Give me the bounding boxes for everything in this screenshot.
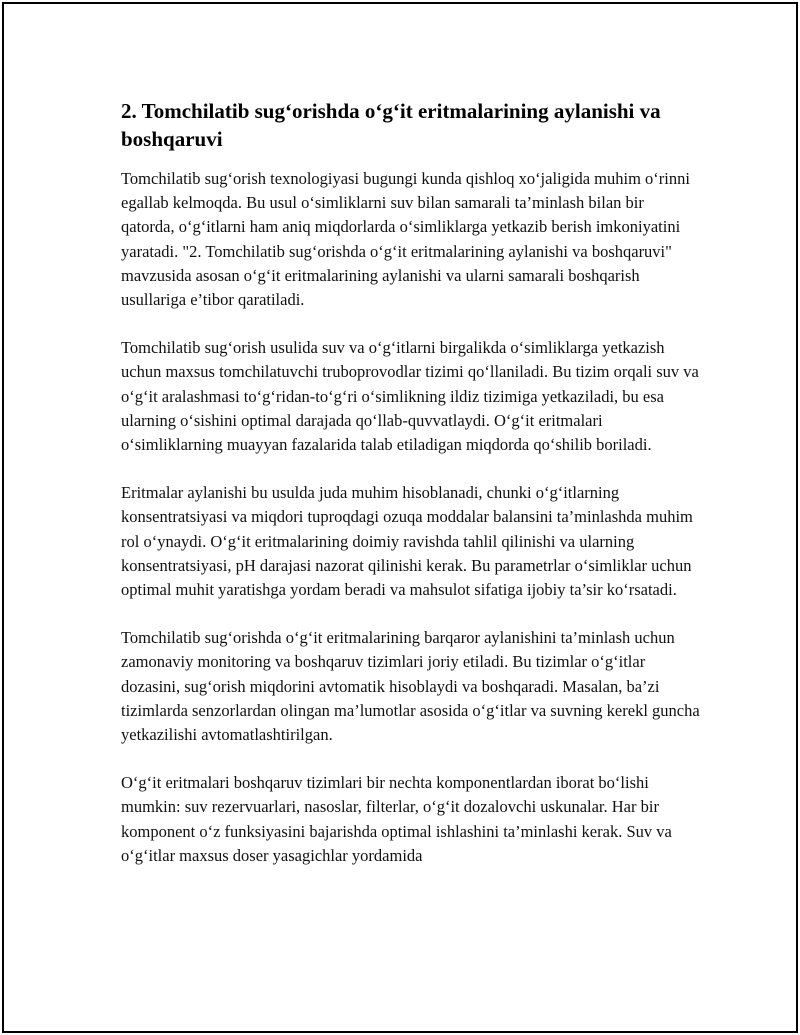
paragraph-3: Eritmalar aylanishi bu usulda juda muhim hisoblanadi, chunki o‘g‘itlarning konsentratsiyasi va miqdori tuproqdagi ozuqa moddalar balansini ta’minlashda muhim rol o‘ynaydi. O‘g‘it eritmalarining doimiy ravishda tahlil qilinishi va ularning konsentratsiyasi, pH darajasi nazorat qilinishi kerak. Bu parametrlar o‘simliklar uchun optimal muhit yaratishga yordam beradi va mahsulot sifatiga ijobiy ta’sir ko‘rsatadi. bbox=[121, 483, 693, 600]
paragraph-2: Tomchilatib sug‘orish usulida suv va o‘g‘itlarni birgalikda o‘simliklarga yetkazish uchun maxsus tomchilatuvchi truboprovodlar tizimi qo‘llaniladi. Bu tizim orqali suv va o‘g‘it aralashmasi to‘g‘ridan-to‘g‘ri o‘simlikning ildiz tizimiga yetkaziladi, bu esa ularning o‘sishini optimal darajada qo‘llab-quvvatlaydi. O‘g‘it eritmalari o‘simliklarning muayyan fazalarida talab etiladigan miqdorda qo‘shilib boriladi. bbox=[121, 338, 699, 455]
paragraph-5: O‘g‘it eritmalari boshqaruv tizimlari bir nechta komponentlardan iborat bo‘lishi mumkin: suv rezervuarlari, nasoslar, filterlar, o‘g‘it dozalovchi uskunalar. Har bir komponent o‘z funksiyasini bajarishda optimal ishlashini ta’minlashi kerak. Suv va o‘g‘itlar maxsus doser yasagichlar yordamida bbox=[121, 773, 672, 865]
paragraph-1: Tomchilatib sug‘orish texnologiyasi bugungi kunda qishloq xo‘jaligida muhim o‘rinni egallab kelmoqda. Bu usul o‘simliklarni suv bilan samarali ta’minlash bilan bir qatorda, o‘g‘itlarni ham aniq miqdorlarda o‘simliklarga yetkazib berish imkoniyatini yaratadi. "2. Tomchilatib sug‘orishda o‘g‘it eritmalarining aylanishi va boshqaruvi" mavzusida asosan o‘g‘it eritmalarining aylanishi va ularni samarali boshqarish usullariga e’tibor qaratiladi. bbox=[121, 169, 690, 310]
page-bottom-fade bbox=[4, 921, 796, 1031]
paragraph-4: Tomchilatib sug‘orishda o‘g‘it eritmalarining barqaror aylanishini ta’minlash uchun zamonaviy monitoring va boshqaruv tizimlari joriy etiladi. Bu tizimlar o‘g‘itlar dozasini, sug‘orish miqdorini avtomatik hisoblaydi va boshqaradi. Masalan, ba’zi tizimlarda senzorlardan olingan ma’lumotlar asosida o‘g‘itlar va suvning kerekl guncha yetkazilishi avtomatlashtirilgan. bbox=[121, 628, 700, 745]
section-heading: 2. Tomchilatib sug‘orishda o‘g‘it eritmalarining aylanishi va boshqaruvi bbox=[121, 99, 661, 151]
page-frame bbox=[2, 2, 798, 1033]
document-body bbox=[121, 97, 701, 892]
